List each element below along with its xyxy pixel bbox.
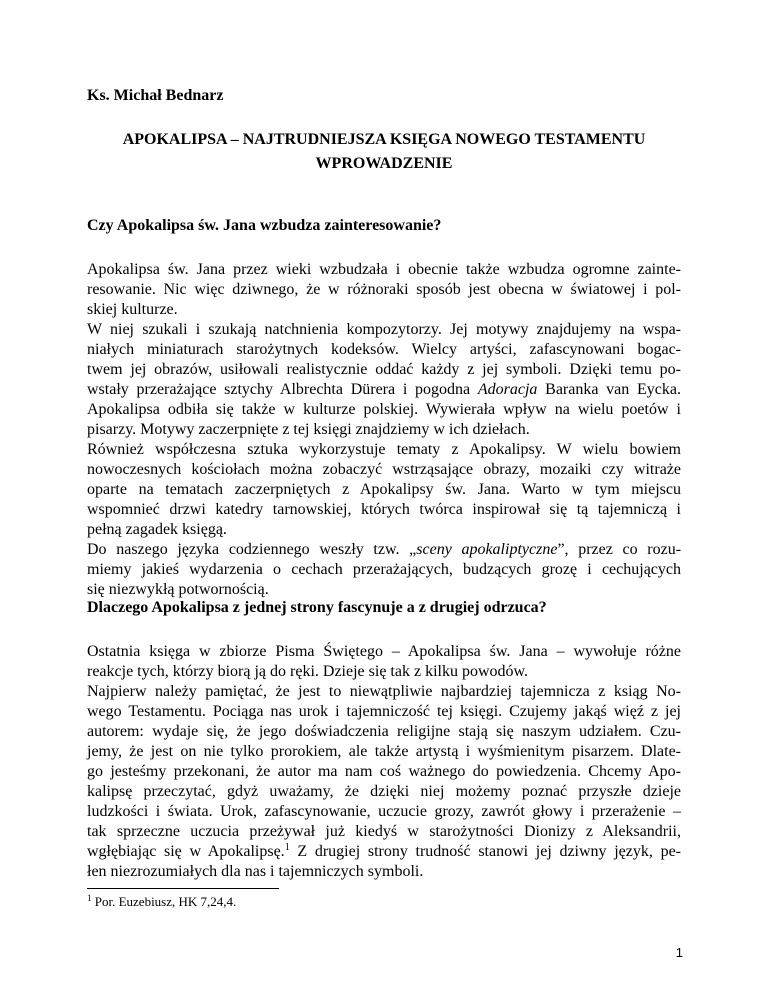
italic-phrase-sceny: sceny apokaliptyczne (416, 541, 558, 558)
footnote-marker: 1 (87, 893, 92, 903)
footnote-reference: 1 (284, 842, 290, 853)
body-line (87, 380, 681, 400)
footnote (87, 894, 236, 910)
body-line: Apokalipsa odbiła się także w kulturze polskiej. Wywierała wpływ na wielu poetów i (87, 401, 681, 418)
document-title (87, 128, 681, 176)
section-2-body (87, 642, 681, 882)
italic-title-adoracja: Adoracja (477, 381, 538, 398)
author-name: Ks. Michał Bednarz (87, 87, 224, 104)
body-line-text: wstały przerażające sztychy Albrechta Dürera i pogodna (87, 381, 478, 398)
body-line: tak sprzeczne uczucia przeżywał już kiedyś w starożytności Dionizy z Aleksandrii, (87, 823, 681, 840)
body-line: oparte na tematach zaczerpniętych z Apokalipsy św. Jana. Warto w tym miejscu (87, 481, 681, 498)
body-line-text: ”, przez co rozu- (557, 541, 682, 558)
body-line: miemy jakieś wydarzenia o cechach przerażających, budzących grozę i cechujących (87, 561, 681, 578)
body-line: pełną zagadek księgą. (87, 521, 227, 538)
body-line: reakcje tych, którzy biorą ją do ręki. Dzieje się tak z kilku powodów. (87, 663, 529, 680)
body-line: wspomnieć drzwi katedry tarnowskiej, których twórca inspirował się tą tajemniczą i (87, 501, 681, 518)
footnote-text: Por. Euzebiusz, HK 7,24,4. (91, 894, 237, 909)
body-line: wego Testamentu. Pociąga nas urok i tajemniczość tej księgi. Czujemy jakąś więź z jej (87, 703, 681, 720)
body-line: twem jej obrazów, usiłowali realistycznie oddać każdy z jej symboli. Dzięki temu po- (87, 361, 681, 378)
body-line: Apokalipsa św. Jana przez wieki wzbudzała i obecnie także wzbudza ogromne zainte- (87, 261, 681, 278)
body-line-text: Baranka van Eycka. (537, 381, 681, 398)
body-line: resowanie. Nic więc dziwnego, że w różnoraki sposób jest obecna w światowej i pol- (87, 281, 681, 298)
body-line: Ostatnia księga w zbiorze Pisma Świętego – Apokalipsa św. Jana – wywołuje różne (87, 643, 681, 660)
body-line: się niezwykłą potwornością. (87, 581, 269, 598)
body-line (87, 842, 681, 862)
body-line: skiej kulturze. (87, 301, 178, 318)
title-line-1: APOKALIPSA – NAJTRUDNIEJSZA KSIĘGA NOWEGO TESTAMENTU (122, 131, 646, 148)
section-1-body (87, 260, 681, 600)
body-line-text: Do naszego języka codziennego weszły tzw. „ (87, 541, 417, 558)
body-line: pisarzy. Motywy zaczerpnięte z tej księgi znajdziemy w ich dziełach. (87, 421, 530, 438)
section-heading-2: Dlaczego Apokalipsa z jednej strony fascynuje a z drugiej odrzuca? (87, 599, 547, 616)
body-line-text: wgłębiając się w Apokalipsę. (87, 843, 285, 860)
title-line-2: WPROWADZENIE (315, 155, 453, 172)
body-line: W niej szukali i szukają natchnienia kompozytorzy. Jej motywy znajdujemy na wspa- (87, 321, 681, 338)
body-line: go jesteśmy przekonani, że autor ma nam coś ważnego do powiedzenia. Chcemy Apo- (87, 763, 681, 780)
body-line: Również współczesna sztuka wykorzystuje tematy z Apokalipsy. W wielu bowiem (87, 441, 681, 458)
footnote-divider (87, 888, 279, 889)
body-line: kalipsę przeczytać, gdyż uważamy, że dzięki niej możemy poznać przyszłe dzieje (87, 783, 681, 800)
page-number: 1 (675, 945, 683, 960)
section-heading-1: Czy Apokalipsa św. Jana wzbudza zainteresowanie? (87, 217, 442, 234)
body-line: autorem: wydaje się, że jego doświadczenia religijne stają się naszym udziałem. Czu- (87, 723, 681, 740)
body-line: łen niezrozumiałych dla nas i tajemniczych symboli. (87, 863, 424, 880)
body-line: nowoczesnych kościołach można zobaczyć wstrząsające obrazy, mozaiki czy witraże (87, 461, 681, 478)
body-line: ludzkości i świata. Urok, zafascynowanie, uczucie grozy, zawrót głowy i przerażenie – (87, 803, 681, 820)
body-line-text: Z drugiej strony trudność stanowi jej dziwny język, pe- (289, 843, 682, 860)
body-line: niałych miniaturach starożytnych kodeksów. Wielcy artyści, zafascynowani bogac- (87, 341, 681, 358)
body-line (87, 540, 681, 560)
body-line: jemy, że jest on nie tylko prorokiem, ale także artystą i wyśmienitym pisarzem. Dlate- (87, 743, 681, 760)
body-line: Najpierw należy pamiętać, że jest to niewątpliwie najbardziej tajemnicza z ksiąg No- (87, 683, 681, 700)
